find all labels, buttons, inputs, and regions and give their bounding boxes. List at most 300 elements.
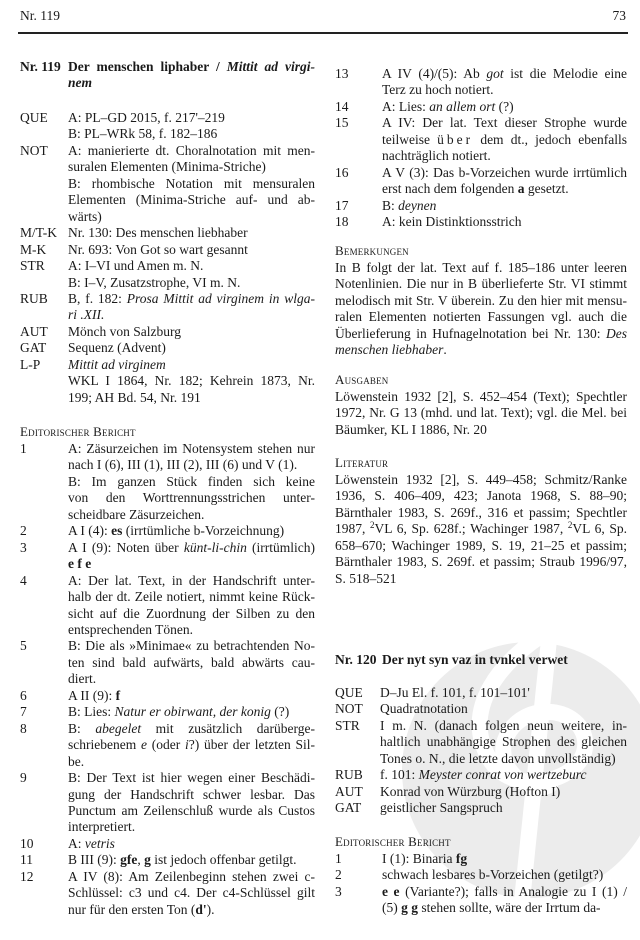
text-line bbox=[382, 82, 627, 98]
list-item bbox=[20, 688, 315, 704]
text-segment: scheidbare Zäsurzeichen. bbox=[68, 506, 205, 522]
text-line bbox=[382, 165, 627, 181]
text-segment: A: Zäsurzeichen im Notensystem stehen nur bbox=[68, 441, 315, 456]
text-segment: VL 6, Sp. 628f.; Wachinger 1987, bbox=[374, 521, 568, 537]
text-segment: e bbox=[140, 737, 147, 753]
text-segment: WKL I 1864, Nr. 182; Kehrein 1873, Nr. bbox=[68, 373, 315, 389]
item-label: RUB bbox=[20, 290, 48, 306]
text-line bbox=[380, 685, 627, 701]
text-segment: Elementen (Minima-Striche auf- und ab- bbox=[68, 192, 315, 208]
item-text bbox=[380, 701, 627, 717]
text-line bbox=[68, 556, 315, 572]
item-label: 16 bbox=[335, 164, 349, 180]
text-segment: A IV (4)/(5): Ab bbox=[382, 66, 487, 81]
editorial-report-list bbox=[20, 441, 315, 918]
text-line bbox=[68, 75, 315, 91]
text-segment: Meyster conrat von wertzeburc bbox=[418, 767, 587, 783]
text-line bbox=[68, 655, 315, 671]
text-segment: nem bbox=[68, 75, 93, 91]
text-line bbox=[68, 192, 315, 208]
item-label: 12 bbox=[20, 868, 34, 884]
list-item bbox=[20, 110, 315, 143]
text-segment: A: I–VI und Amen m. N. bbox=[68, 258, 204, 274]
text-segment: Konrad von Würzburg (Hofton I) bbox=[380, 783, 561, 799]
entry-120-title bbox=[335, 652, 627, 668]
text-segment: e e bbox=[382, 883, 400, 899]
item-label: AUT bbox=[20, 323, 48, 339]
text-segment: sicht auf die Zuordnung der Silben zu den bbox=[68, 605, 315, 621]
text-segment: ten sind bald aufwärts, bald abwärts cau- bbox=[68, 654, 315, 670]
text-segment: B: Die als »Minimae« zu betrachtenden No- bbox=[68, 638, 315, 654]
text-segment: von den Worttrennungsstrichen unter- bbox=[68, 490, 315, 506]
text-segment: 2 bbox=[370, 520, 375, 531]
item-text bbox=[68, 540, 315, 573]
item-text bbox=[382, 214, 627, 230]
item-label: 1 bbox=[20, 441, 27, 456]
entry-title bbox=[382, 652, 627, 668]
item-label: 8 bbox=[20, 720, 27, 736]
editorial-report-heading: Editorischer Bericht bbox=[20, 424, 136, 439]
text-segment: entsprechenden Tönen. bbox=[68, 621, 193, 637]
page-number: 73 bbox=[612, 8, 626, 23]
text-segment: Der nyt syn vaz in tvnkel verwet bbox=[382, 652, 568, 667]
text-line bbox=[382, 900, 627, 916]
text-line bbox=[380, 767, 627, 783]
text-segment: ?) über der letzten Sil- bbox=[188, 737, 316, 753]
text-segment: g g bbox=[401, 900, 418, 916]
list-item bbox=[20, 225, 315, 241]
text-line bbox=[68, 819, 315, 835]
text-segment: Prosa Mittit ad virginem in wlga- bbox=[126, 290, 315, 306]
entry-120-metadata bbox=[335, 685, 627, 817]
text-line bbox=[68, 638, 315, 654]
list-item bbox=[335, 800, 627, 816]
text-line bbox=[335, 326, 627, 342]
text-line bbox=[68, 852, 315, 868]
text-segment: Schlüssel: c3 und c4. Der c4-Schlüssel gilt bbox=[68, 885, 315, 901]
entry-title bbox=[68, 59, 315, 92]
text-segment: dem dt., jedoch ebenfalls bbox=[473, 131, 627, 147]
text-line bbox=[380, 734, 627, 750]
item-label: L-P bbox=[20, 356, 41, 372]
item-label: NOT bbox=[335, 701, 363, 717]
text-segment: A IV: Der lat. Text dieser Strophe wurde bbox=[382, 115, 627, 131]
list-item bbox=[20, 836, 315, 852]
text-segment: teilweise bbox=[382, 131, 438, 147]
list-item bbox=[20, 324, 315, 340]
text-line bbox=[68, 324, 315, 340]
text-segment: 1972, Nr. G 13 (mhd. und lat. Text); vgl. die Mel. bei bbox=[335, 405, 627, 421]
item-text bbox=[68, 704, 315, 720]
item-label: 4 bbox=[20, 572, 27, 588]
text-line bbox=[382, 851, 627, 867]
list-item bbox=[20, 704, 315, 720]
item-label: QUE bbox=[20, 110, 48, 125]
text-segment: interpretiert. bbox=[68, 819, 136, 835]
item-label: GAT bbox=[335, 800, 362, 816]
item-text bbox=[68, 324, 315, 340]
text-line bbox=[68, 507, 315, 523]
item-text bbox=[382, 99, 627, 115]
text-segment: Nr. 693: Von Got so wart gesannt bbox=[68, 241, 248, 257]
list-item bbox=[20, 852, 315, 868]
text-segment: Löwenstein 1932 [2], S. 452–454 (Text); Spechtler bbox=[335, 389, 627, 404]
text-segment: schriebenem bbox=[68, 737, 141, 753]
item-label: GAT bbox=[20, 340, 47, 356]
text-line bbox=[68, 457, 315, 473]
text-line bbox=[68, 225, 315, 241]
text-segment: A I (4): bbox=[68, 523, 112, 539]
list-item bbox=[20, 441, 315, 523]
entry-119-metadata bbox=[20, 110, 315, 406]
list-item bbox=[335, 198, 627, 214]
text-segment: A IV (8): Am Zeilenbeginn stehen zwei c- bbox=[68, 868, 315, 884]
text-segment: i bbox=[185, 737, 189, 753]
text-line bbox=[335, 309, 627, 325]
text-segment: Quadratnotation bbox=[380, 701, 468, 717]
item-text bbox=[380, 784, 627, 800]
text-segment: halb der dt. Zeile notiert, nimmt keine Rück- bbox=[68, 589, 315, 605]
text-line bbox=[380, 701, 627, 717]
text-line bbox=[68, 143, 315, 159]
text-segment: (irrtümlich) bbox=[246, 539, 315, 555]
item-label: 15 bbox=[335, 115, 349, 131]
text-line bbox=[68, 540, 315, 556]
text-line bbox=[382, 99, 627, 115]
text-segment: gung der Handschrift schwer lesbar. Das bbox=[68, 786, 315, 802]
item-label: 10 bbox=[20, 835, 34, 851]
list-item bbox=[20, 291, 315, 324]
text-segment: , bbox=[137, 852, 145, 868]
text-segment: gfe bbox=[120, 852, 138, 868]
item-label: M/T-K bbox=[20, 225, 58, 241]
text-segment: Terz zu hoch notiert. bbox=[382, 82, 494, 98]
text-line bbox=[68, 803, 315, 819]
item-label: 13 bbox=[335, 66, 349, 81]
text-line bbox=[68, 688, 315, 704]
text-segment: ). bbox=[206, 901, 215, 917]
item-text bbox=[380, 718, 627, 767]
item-label: QUE bbox=[335, 685, 363, 700]
text-line bbox=[335, 389, 627, 405]
text-segment: A: kein Distinktionsstrich bbox=[382, 214, 522, 230]
text-segment: f. 101: bbox=[380, 767, 419, 783]
text-segment: B: Im ganzen Stück finden sich keine bbox=[68, 473, 315, 489]
text-segment: be. bbox=[68, 753, 85, 769]
text-line bbox=[68, 357, 315, 373]
header-rule bbox=[18, 32, 628, 34]
text-segment: A: manierierte dt. Choralnotation mit men- bbox=[68, 142, 315, 158]
text-segment: (irrtümliche b-Vorzeichnung) bbox=[122, 523, 285, 539]
literature-heading: Literatur bbox=[335, 455, 389, 470]
text-segment: B: Der Text ist hier wegen einer Beschädi- bbox=[68, 770, 315, 786]
text-segment: haltlich unabhängige Strophen des gleichen bbox=[380, 734, 627, 750]
list-item bbox=[20, 721, 315, 770]
editorial-report-list-120 bbox=[335, 851, 627, 917]
list-item bbox=[20, 523, 315, 539]
text-segment: nachträglich notiert. bbox=[382, 148, 491, 164]
item-text bbox=[68, 258, 315, 291]
text-segment: 199; AH Bd. 54, Nr. 191 bbox=[68, 389, 201, 405]
list-item bbox=[20, 357, 315, 406]
text-line bbox=[68, 373, 315, 389]
text-line bbox=[68, 885, 315, 901]
text-segment: Tones o. N., die letzte davon unvollständig) bbox=[380, 750, 616, 766]
text-line bbox=[68, 390, 315, 406]
text-segment: abegelet bbox=[95, 720, 142, 736]
text-segment: künt-li-chin bbox=[183, 539, 247, 555]
text-line bbox=[382, 884, 627, 900]
text-segment: suralen Elementen (Minima-Striche) bbox=[68, 159, 266, 175]
item-text bbox=[382, 884, 627, 917]
item-text bbox=[382, 198, 627, 214]
text-line bbox=[382, 198, 627, 214]
list-item bbox=[335, 851, 627, 867]
text-segment: fg bbox=[455, 851, 468, 866]
text-segment: a bbox=[517, 181, 525, 197]
text-line bbox=[68, 291, 315, 307]
list-item bbox=[20, 540, 315, 573]
text-line bbox=[68, 902, 315, 918]
text-line bbox=[68, 126, 315, 142]
text-line bbox=[335, 405, 627, 421]
text-segment: ist die Melodie eine bbox=[503, 66, 627, 81]
text-segment: . bbox=[443, 342, 447, 358]
item-text bbox=[382, 115, 627, 164]
item-text bbox=[68, 340, 315, 356]
text-segment: 1936, S. 406–409, 423; Janota 1968, S. 88–90; bbox=[335, 488, 627, 504]
list-item bbox=[20, 770, 315, 836]
list-item bbox=[20, 340, 315, 356]
list-item bbox=[335, 784, 627, 800]
text-segment: B: bbox=[382, 197, 399, 213]
text-segment: B, f. 182: bbox=[68, 290, 127, 306]
list-item bbox=[20, 638, 315, 687]
editorial-report-list-continued bbox=[335, 66, 627, 231]
text-line bbox=[382, 115, 627, 131]
item-label: 6 bbox=[20, 687, 27, 703]
item-label: STR bbox=[335, 717, 360, 733]
text-line bbox=[68, 441, 315, 457]
list-item bbox=[335, 165, 627, 198]
text-segment: Mittit ad virginem bbox=[68, 356, 166, 372]
text-segment: melodisch mit Str. V überein. Zu den hier mit mensu- bbox=[335, 292, 627, 308]
text-segment: diert. bbox=[68, 671, 97, 687]
running-title: Nr. 119 bbox=[20, 8, 60, 23]
text-line bbox=[68, 754, 315, 770]
item-label: 9 bbox=[20, 770, 27, 786]
text-line bbox=[382, 132, 627, 148]
remarks-text bbox=[335, 260, 627, 359]
list-item bbox=[20, 143, 315, 225]
item-label: 5 bbox=[20, 638, 27, 654]
text-segment: (Variante?); falls in Analogie zu I (1) / bbox=[399, 883, 627, 899]
text-segment: Bärnthaler 1983, S. 269f., 316 et passim; Spechtler bbox=[335, 504, 627, 520]
text-line bbox=[68, 589, 315, 605]
item-label: 1 bbox=[335, 851, 342, 866]
item-text bbox=[68, 291, 315, 324]
entry-number: Nr. 119 bbox=[20, 59, 61, 74]
text-line bbox=[68, 176, 315, 192]
text-segment: ri .XII. bbox=[68, 307, 105, 323]
item-label: NOT bbox=[20, 142, 48, 158]
text-segment: Mönch von Salzburg bbox=[68, 323, 181, 339]
text-line bbox=[68, 606, 315, 622]
text-segment: S. 518–521 bbox=[335, 570, 397, 586]
text-segment: Bärnthaler 1983, S. 269f. et passim; Straub 1996/97, bbox=[335, 554, 627, 570]
text-segment: A: bbox=[68, 835, 85, 851]
text-segment: A: Lies: bbox=[382, 98, 430, 114]
item-text bbox=[68, 225, 315, 241]
item-text bbox=[68, 242, 315, 258]
text-segment: Notenlinien. Die nur in B überlieferte Str. VI stimmt bbox=[335, 276, 627, 292]
text-line bbox=[68, 209, 315, 225]
item-text bbox=[68, 110, 315, 143]
text-segment: wärts) bbox=[68, 208, 102, 224]
list-item bbox=[335, 214, 627, 230]
item-text bbox=[68, 573, 315, 639]
text-segment: nach I (6), III (1), III (2), III (6) und V (1). bbox=[68, 457, 298, 473]
list-item bbox=[335, 867, 627, 883]
entry-number: Nr. 120 bbox=[335, 652, 377, 667]
text-line bbox=[335, 276, 627, 292]
text-segment: A I (9): Noten über bbox=[68, 539, 184, 555]
remarks-heading: Bemerkungen bbox=[335, 243, 409, 258]
item-label: 17 bbox=[335, 197, 349, 213]
text-segment: ist jedoch offenbar getilgt. bbox=[150, 852, 297, 868]
text-segment: 2 bbox=[567, 520, 573, 531]
text-line bbox=[68, 704, 315, 720]
item-text bbox=[382, 165, 627, 198]
text-line bbox=[335, 260, 627, 276]
item-text bbox=[68, 770, 315, 836]
text-segment: Sequenz (Advent) bbox=[68, 340, 166, 356]
text-segment: 1987, bbox=[335, 521, 371, 537]
text-line bbox=[335, 488, 627, 504]
item-text bbox=[68, 688, 315, 704]
text-segment: I m. N. (danach folgen neun weitere, in- bbox=[380, 717, 627, 733]
item-text bbox=[380, 685, 627, 701]
text-segment: schwach lesbares b-Vorzeichen (getilgt?) bbox=[382, 867, 604, 883]
item-text bbox=[68, 523, 315, 539]
list-item bbox=[335, 701, 627, 717]
text-segment: A II (9): bbox=[68, 687, 116, 703]
list-item bbox=[20, 573, 315, 639]
text-segment: Löwenstein 1932 [2], S. 449–458; Schmitz/Ranke bbox=[335, 472, 627, 487]
text-line bbox=[382, 214, 627, 230]
item-text bbox=[68, 638, 315, 687]
text-segment: B: I–V, Zusatzstrophe, VI m. N. bbox=[68, 274, 241, 290]
text-line bbox=[380, 718, 627, 734]
item-text bbox=[380, 800, 627, 816]
literature-text bbox=[335, 472, 627, 587]
list-item bbox=[20, 869, 315, 918]
text-line bbox=[382, 652, 627, 668]
text-segment: Bäumker, KL I 1886, Nr. 20 bbox=[335, 421, 487, 437]
text-segment: Der menschen liphaber / bbox=[68, 59, 227, 74]
text-segment: stehen sollte, wäre der Irrtum da- bbox=[418, 900, 601, 916]
item-text bbox=[382, 851, 627, 867]
text-segment: I (1): Binaria bbox=[382, 851, 456, 866]
item-label: 2 bbox=[20, 523, 27, 539]
item-label: AUT bbox=[335, 783, 363, 799]
text-segment: es bbox=[111, 523, 123, 539]
text-line bbox=[68, 490, 315, 506]
text-line bbox=[68, 671, 315, 687]
text-line bbox=[68, 787, 315, 803]
text-segment: deynen bbox=[398, 197, 437, 213]
text-line bbox=[68, 275, 315, 291]
text-segment: an allem ort bbox=[429, 98, 496, 114]
text-segment: B: PL–WRk 58, f. 182–186 bbox=[68, 126, 218, 142]
editorial-report-heading-120: Editorischer Bericht bbox=[335, 834, 451, 849]
text-segment: über bbox=[437, 131, 474, 147]
text-line bbox=[68, 770, 315, 786]
item-label: 14 bbox=[335, 98, 349, 114]
text-segment: geistlicher Sangspruch bbox=[380, 800, 503, 816]
text-line bbox=[68, 159, 315, 175]
item-text bbox=[68, 852, 315, 868]
text-line bbox=[68, 836, 315, 852]
text-line bbox=[68, 258, 315, 274]
item-text bbox=[382, 867, 627, 883]
list-item bbox=[20, 242, 315, 258]
text-line bbox=[68, 110, 315, 126]
text-segment: (?) bbox=[270, 704, 290, 720]
text-segment: A: Der lat. Text, in der Handschrift unter- bbox=[68, 572, 315, 588]
text-segment: nur für den ersten Ton ( bbox=[68, 901, 196, 917]
text-segment: B: bbox=[68, 720, 96, 736]
text-segment: A: PL–GD 2015, f. 217'–219 bbox=[68, 110, 225, 125]
text-line bbox=[380, 784, 627, 800]
text-line bbox=[68, 737, 315, 753]
text-line bbox=[68, 242, 315, 258]
text-line bbox=[68, 721, 315, 737]
text-segment: Mittit ad virgi- bbox=[226, 59, 315, 74]
text-segment: Natur er obirwant, der konig bbox=[114, 704, 271, 720]
list-item bbox=[335, 767, 627, 783]
list-item bbox=[335, 115, 627, 164]
editions-text bbox=[335, 389, 627, 438]
text-segment: B: rhombische Notation mit mensuralen bbox=[68, 175, 315, 191]
item-text bbox=[68, 721, 315, 770]
text-segment: vetris bbox=[84, 835, 115, 851]
text-segment: gesetzt. bbox=[524, 181, 569, 197]
text-segment: got bbox=[486, 66, 504, 81]
text-segment: mit zusätzlich darüberge- bbox=[141, 720, 315, 736]
text-segment: g bbox=[144, 852, 151, 868]
text-line bbox=[335, 554, 627, 570]
entry-119-title bbox=[20, 59, 315, 92]
item-label: 3 bbox=[335, 883, 342, 899]
text-segment: e f e bbox=[68, 556, 92, 572]
text-segment: (oder bbox=[146, 737, 185, 753]
text-segment: Überlieferung in Hufnagelnotation bei Nr. 130: bbox=[335, 325, 606, 341]
text-segment: Des bbox=[606, 325, 627, 341]
text-line bbox=[382, 867, 627, 883]
text-line bbox=[335, 538, 627, 554]
text-segment: menschen liebhaber bbox=[335, 342, 444, 358]
item-text bbox=[380, 767, 627, 783]
item-label: 18 bbox=[335, 214, 349, 230]
text-segment: In B folgt der lat. Text auf f. 185–186 unter leeren bbox=[335, 260, 627, 275]
text-line bbox=[382, 148, 627, 164]
text-line bbox=[380, 800, 627, 816]
text-line bbox=[335, 342, 627, 358]
text-segment: A V (3): Das b-Vorzeichen wurde irrtümlich bbox=[382, 164, 627, 180]
item-label: 2 bbox=[335, 867, 342, 883]
text-segment: d' bbox=[195, 901, 207, 917]
